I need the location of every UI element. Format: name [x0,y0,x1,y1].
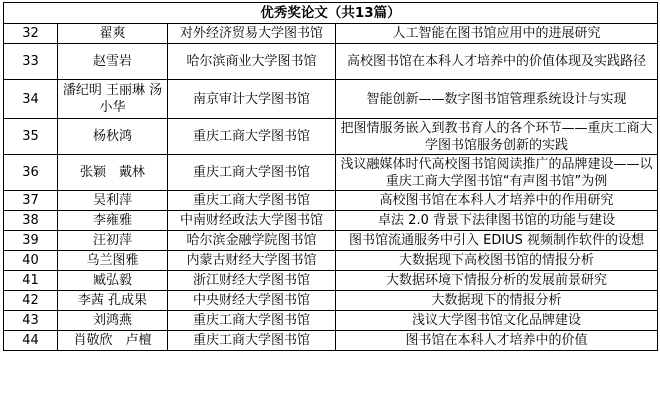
paper-title-cell: 高校图书馆在本科人才培养中的作用研究 [336,191,658,211]
author-cell: 潘纪明 王丽琳 汤小华 [58,80,168,119]
table-row [4,311,658,331]
unit-cell: 重庆工商大学图书馆 [168,311,336,331]
row-number: 40 [4,251,58,271]
author-cell: 李雍雅 [58,211,168,231]
author-cell: 肖敬欣 卢檀 [58,331,168,351]
table-row [4,231,658,251]
row-number: 44 [4,331,58,351]
author-cell: 李茜 孔成果 [58,291,168,311]
unit-cell: 哈尔滨商业大学图书馆 [168,44,336,80]
author-cell: 刘鸿燕 [58,311,168,331]
unit-cell: 中央财经大学图书馆 [168,291,336,311]
row-number: 33 [4,44,58,80]
table-row [4,251,658,271]
paper-title-cell: 大数据现下高校图书馆的情报分析 [336,251,658,271]
unit-cell: 重庆工商大学图书馆 [168,119,336,155]
author-cell: 张颖 戴林 [58,155,168,191]
unit-cell: 对外经济贸易大学图书馆 [168,24,336,44]
row-number: 37 [4,191,58,211]
row-number: 34 [4,80,58,119]
table-row [4,211,658,231]
table-row [4,44,658,80]
row-number: 39 [4,231,58,251]
author-cell: 吴利萍 [58,191,168,211]
author-cell: 乌兰图雅 [58,251,168,271]
paper-title-cell: 浅议融媒体时代高校图书馆阅读推广的品牌建设——以重庆工商大学图书馆“有声图书馆”为例 [336,155,658,191]
paper-title-cell: 人工智能在图书馆应用中的进展研究 [336,24,658,44]
unit-cell: 重庆工商大学图书馆 [168,331,336,351]
author-cell: 翟爽 [58,24,168,44]
paper-title-cell: 智能创新——数字图书馆管理系统设计与实现 [336,80,658,119]
unit-cell: 内蒙古财经大学图书馆 [168,251,336,271]
table-row [4,155,658,191]
paper-title-cell: 图书馆在本科人才培养中的价值 [336,331,658,351]
unit-cell: 重庆工商大学图书馆 [168,191,336,211]
paper-title-cell: 大数据现下的情报分析 [336,291,658,311]
row-number: 35 [4,119,58,155]
row-number: 42 [4,291,58,311]
paper-title-cell: 把图情服务嵌入到教书育人的各个环节——重庆工商大学图书馆服务创新的实践 [336,119,658,155]
row-number: 41 [4,271,58,291]
table-row [4,80,658,119]
table-row [4,331,658,351]
unit-cell: 南京审计大学图书馆 [168,80,336,119]
table-row [4,191,658,211]
row-number: 36 [4,155,58,191]
paper-title-cell: 图书馆流通服务中引入 EDIUS 视频制作软件的设想 [336,231,658,251]
unit-cell: 重庆工商大学图书馆 [168,155,336,191]
paper-title-cell: 大数据环境下情报分析的发展前景研究 [336,271,658,291]
award-table-container [3,2,657,351]
author-cell: 杨秋鸿 [58,119,168,155]
unit-cell: 中南财经政法大学图书馆 [168,211,336,231]
unit-cell: 哈尔滨金融学院图书馆 [168,231,336,251]
table-row [4,291,658,311]
paper-title-cell: 高校图书馆在本科人才培养中的价值体现及实践路径 [336,44,658,80]
table-title: 优秀奖论文（共13篇） [4,3,658,24]
row-number: 32 [4,24,58,44]
paper-title-cell: 浅议大学图书馆文化品牌建设 [336,311,658,331]
author-cell: 汪初萍 [58,231,168,251]
row-number: 43 [4,311,58,331]
row-number: 38 [4,211,58,231]
award-papers-table [3,2,658,351]
paper-title-cell: 卓法 2.0 背景下法律图书馆的功能与建设 [336,211,658,231]
table-row [4,24,658,44]
table-row [4,119,658,155]
author-cell: 赵雪岩 [58,44,168,80]
unit-cell: 浙江财经大学图书馆 [168,271,336,291]
author-cell: 臧弘毅 [58,271,168,291]
table-row [4,271,658,291]
